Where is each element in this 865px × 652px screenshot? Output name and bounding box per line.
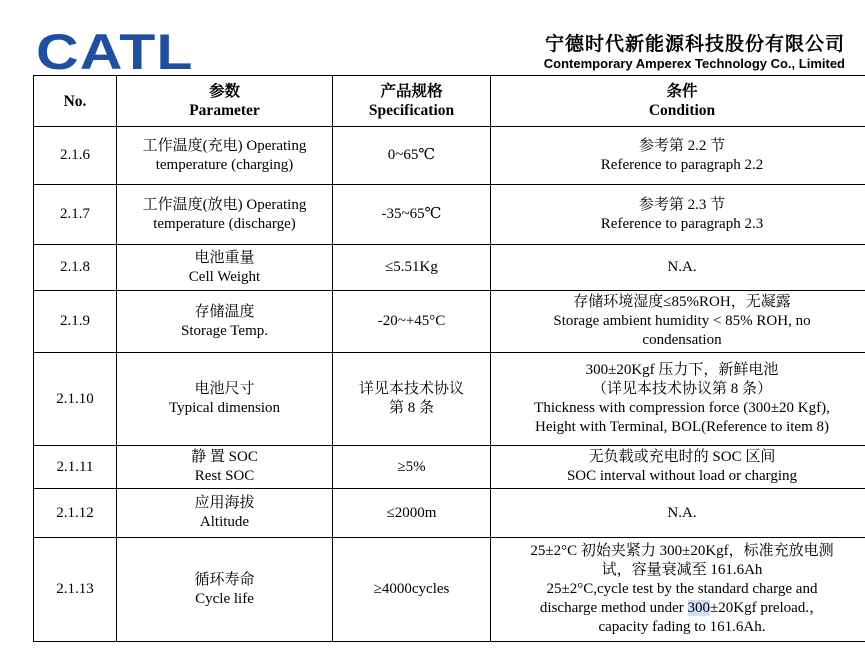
col-header-specification-en: Specification: [368, 102, 455, 119]
table-row: [34, 291, 865, 353]
cell-text: 循环寿命: [194, 571, 255, 588]
cell-text: Storage Temp.: [181, 322, 268, 339]
table-row: [34, 245, 865, 291]
cell-text: 参考第 2.2 节: [638, 137, 726, 154]
cell-parameter: [117, 185, 333, 245]
cell-text: 电池重量: [194, 249, 255, 266]
cell-text: Reference to paragraph 2.2: [600, 156, 764, 173]
cell-text: 25±2°C 初始夹紧力 300±20Kgf，标准充放电测: [530, 543, 834, 559]
cell-text: Typical dimension: [168, 400, 280, 416]
col-header-specification: [333, 76, 491, 127]
cell-condition: [491, 538, 865, 642]
text-selection-highlight: 300: [687, 600, 711, 616]
cell-specification: -35~65℃: [333, 185, 491, 245]
col-header-condition-en: Condition: [648, 102, 716, 119]
cell-text: Reference to paragraph 2.3: [600, 215, 764, 232]
cell-text: 静 置 SOC: [191, 449, 258, 465]
cell-parameter: [117, 538, 333, 642]
cell-condition: [491, 353, 865, 446]
cell-text: Storage ambient humidity < 85% ROH, no: [553, 313, 811, 329]
cell-condition: [491, 185, 865, 245]
cell-condition: N.A.: [491, 489, 865, 538]
cell-no: 2.1.10: [34, 353, 117, 446]
cell-text: （详见本技术协议第 8 条）: [591, 381, 772, 397]
cell-no: 2.1.13: [34, 538, 117, 642]
table-row: [34, 489, 865, 538]
table-row: [34, 353, 865, 446]
cell-text: 详见本技术协议: [358, 381, 464, 397]
col-header-no-text: No.: [63, 92, 87, 110]
cell-text: Cell Weight: [188, 268, 261, 285]
cell-text: 25±2°C,cycle test by the standard charge and: [546, 581, 818, 597]
cell-condition: N.A.: [491, 245, 865, 291]
cell-text: 第 8 条: [388, 400, 434, 416]
cell-specification: -20~+45°C: [333, 291, 491, 353]
cell-text: 存储温度: [194, 303, 255, 320]
cell-text: Altitude: [199, 514, 250, 530]
cell-parameter: [117, 353, 333, 446]
cell-text: 电池尺寸: [194, 381, 255, 397]
company-name: [544, 34, 845, 72]
cell-condition: [491, 127, 865, 185]
table-row: [34, 127, 865, 185]
cell-specification: ≥4000cycles: [333, 538, 491, 642]
col-header-specification-cn: 产品规格: [380, 83, 443, 100]
cell-specification: [333, 353, 491, 446]
cell-specification: 0~65℃: [333, 127, 491, 185]
cell-text: Cycle life: [195, 590, 254, 607]
cell-text: ±20Kgf preload.，: [710, 600, 825, 616]
catl-logo: CATL: [36, 24, 194, 80]
cell-no: 2.1.11: [34, 446, 117, 489]
cell-text: temperature (discharge): [153, 215, 296, 232]
cell-specification: ≤5.51Kg: [333, 245, 491, 291]
cell-parameter: [117, 127, 333, 185]
col-header-no: [34, 76, 117, 127]
table-row: [34, 185, 865, 245]
cell-text: 工作温度(充电) Operating: [142, 137, 307, 154]
cell-parameter: [117, 489, 333, 538]
cell-parameter: [117, 245, 333, 291]
cell-text: Rest SOC: [194, 468, 255, 484]
cell-no: 2.1.8: [34, 245, 117, 291]
cell-specification: ≥5%: [333, 446, 491, 489]
cell-text: Thickness with compression force (300±20 Kgf),: [534, 400, 830, 416]
cell-text: 无负载或充电时的 SOC 区间: [588, 449, 776, 465]
table-header-row: [34, 76, 865, 127]
col-header-condition: [491, 76, 865, 127]
cell-text: Height with Terminal, BOL(Reference to item 8): [534, 419, 829, 435]
cell-parameter: [117, 446, 333, 489]
cell-text: 应用海拔: [194, 495, 255, 511]
col-header-parameter-cn: 参数: [208, 83, 240, 100]
company-name-cn: 宁德时代新能源科技股份有限公司: [544, 34, 845, 55]
cell-no: 2.1.7: [34, 185, 117, 245]
col-header-parameter: [117, 76, 333, 127]
cell-specification: ≤2000m: [333, 489, 491, 538]
cell-text: SOC interval without load or charging: [566, 468, 798, 484]
cell-no: 2.1.12: [34, 489, 117, 538]
col-header-condition-cn: 条件: [666, 83, 698, 100]
spec-table: [33, 75, 865, 642]
cell-text: capacity fading to 161.6Ah.: [598, 619, 766, 635]
cell-text: condensation: [642, 332, 722, 348]
cell-text: 300±20Kgf 压力下，新鲜电池: [585, 362, 779, 378]
cell-condition: [491, 446, 865, 489]
cell-no: 2.1.9: [34, 291, 117, 353]
cell-no: 2.1.6: [34, 127, 117, 185]
cell-text-line: [497, 599, 865, 618]
cell-text: 存储环境湿度≤85%ROH，无凝露: [573, 294, 791, 310]
table-row: [34, 446, 865, 489]
cell-condition: [491, 291, 865, 353]
col-header-parameter-en: Parameter: [189, 102, 260, 119]
cell-text: 工作温度(放电) Operating: [142, 196, 307, 213]
cell-text: discharge method under: [539, 600, 688, 616]
cell-text: temperature (charging): [155, 156, 294, 173]
cell-parameter: [117, 291, 333, 353]
cell-text: 试，容量衰减至 161.6Ah: [601, 562, 763, 578]
company-name-en: Contemporary Amperex Technology Co., Limited: [543, 56, 845, 71]
cell-text: 参考第 2.3 节: [638, 196, 726, 213]
table-row: [34, 538, 865, 642]
